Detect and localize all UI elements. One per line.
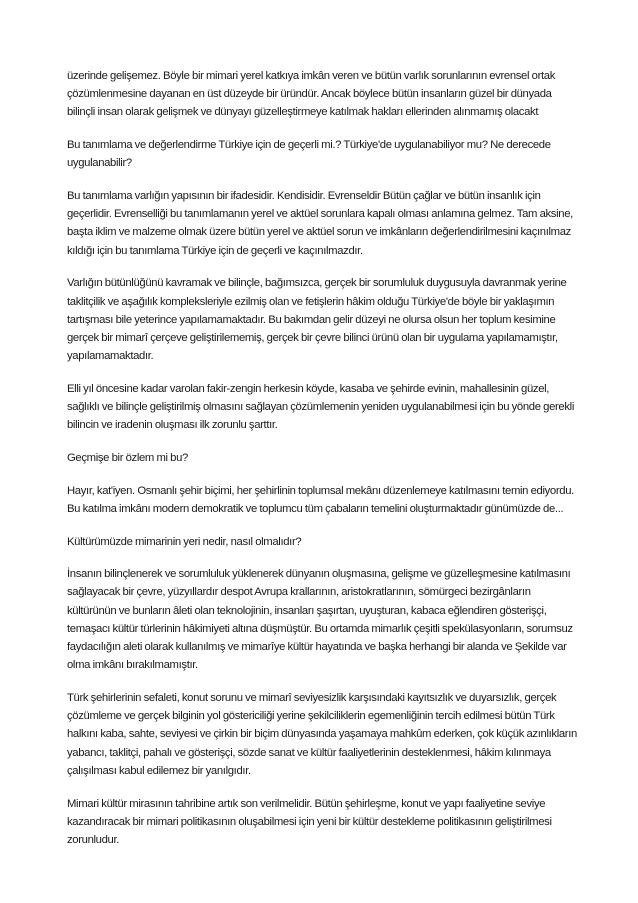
paragraph-3: Bu tanımlama varlığın yapısının bir ifadesidir. Kendisidir. Evrenseldir Bütün çağlar ve bütün insanlık için geçerlidir. Evrenselliği bu tanımlamanın yerel ve aktüel sorunlara kapalı olması anlamına gelmez. Tam aksine, başta iklim ve malzeme olmak üzere bütün yerel ve aktüel sorun ve imkânların değerlendirilmesini kaçınılmaz kıldığı için bu tanımlama Türkiye için de geçerli ve kaçınılmazdır. bbox=[67, 190, 573, 257]
paragraph-9: İnsanın bilinçlenerek ve sorumluluk yüklenerek dünyanın oluşmasına, gelişme ve güzelleşmesine katılmasını sağlayacak bir çevre, yüzyıllardır despot Avrupa krallarının, aristokratlarının, sömürgeci bezirgânların kültürünün ve bunların âleti olan teknolojinin, insanları şaşırtan, uyuşturan, kabaca eğlendiren gösterişçi, temaşacı kültür türlerinin hâkimiyeti altına düşmüştür. Bu ortamda mimarlık çeşitli spekülasyonların, sorumsuz faydacılığın aleti olarak kullanılmış ve mimarîye kültür hayatında ve başka herhangi bir alanda ve Şekilde var olma imkânı bırakılmamıştır. bbox=[67, 568, 573, 672]
paragraph-7: Hayır, kat'iyen. Osmanlı şehir biçimi, her şehirlinin toplumsal mekânı düzenlemeye katılmasını temin ediyordu. Bu katılma imkânı modern demokratik ve toplumcu tüm çabaların temelini oluşturmaktadır günümüzde de... bbox=[67, 484, 574, 515]
paragraph-1: üzerinde gelişemez. Böyle bir mimari yerel katkıya imkân veren ve bütün varlık sorunlarının evrensel ortak çözümlenmesine dayanan en üst düzeyde bir üründür. Ancak böylece bütün insanların güzel bir dünyada bilinçli insan olarak gelişmek ve dünyayı güzelleştirmeye katılmak hakları ellerinden alınmamış olacakt bbox=[67, 70, 555, 119]
paragraph-2-question: Bu tanımlama ve değerlendirme Türkiye için de geçerli mi.? Türkiye'de uygulanabiliyor mu? Ne derecede uygulanabilir? bbox=[67, 139, 551, 170]
paragraph-4: Varlığın bütünlüğünü kavramak ve bilinçle, bağımsızca, gerçek bir sorumluluk duygusuyla davranmak yerine taklitçilik ve aşağılık kompleksleriyle ezilmiş olan ve fetişlerin hâkim olduğu Türkiye'de böyle bir yaklaşımın tartışması bile yeterince yapılamamaktadır. Bu bakımdan gelir düzeyi ne olursa olsun her toplum kesimine gerçek bir mimarî çerçeve geliştirilememiş, gerçek bir çevre bilinci ürünü olan bir uygulama yapılamamıştır, yapılamamaktadır. bbox=[67, 277, 567, 363]
paragraph-8-question: Kültürümüzde mimarinin yeri nedir, nasıl olmalıdır? bbox=[67, 535, 302, 548]
paragraph-10: Türk şehirlerinin sefaleti, konut sorunu ve mimarî seviyesizlik karşısındaki kayıtsızlık ve duyarsızlık, gerçek çözümleme ve gerçek bilginin yol göstericiliği yerine şekilciliklerin egemenliğinin tercih edilmesi bütün Türk halkını kaba, sahte, seviyesi ve çirkin bir biçim dünyasında yaşamaya mahkûm ederken, çok küçük azınlıkların yabancı, taklitçi, pahalı ve gösterişçi, sözde sanat ve kültür faaliyetlerinin desteklenmesi, hâkim kılınmaya çalışılması kabul edilemez bir yanılgıdır. bbox=[67, 691, 577, 777]
paragraph-5: Elli yıl öncesine kadar varolan fakir-zengin herkesin köyde, kasaba ve şehirde evinin, mahallesinin güzel, sağlıklı ve bilinçle geliştirilmiş olmasını sağlayan çözümlemenin yeniden uygulanabilmesi için bu yönde gerekli bilincin ve iradenin oluşması ilk zorunlu şarttır. bbox=[67, 382, 574, 432]
paragraph-6-question: Geçmişe bir özlem mi bu? bbox=[67, 451, 188, 464]
paragraph-11: Mimari kültür mirasının tahribine artık son verilmelidir. Bütün şehirleşme, konut ve yapı faaliyetine seviye kazandıracak bir mimari politikasının oluşabilmesi için yeni bir kültür destekleme politikasının geliştirilmesi zorunludur. bbox=[67, 797, 552, 846]
